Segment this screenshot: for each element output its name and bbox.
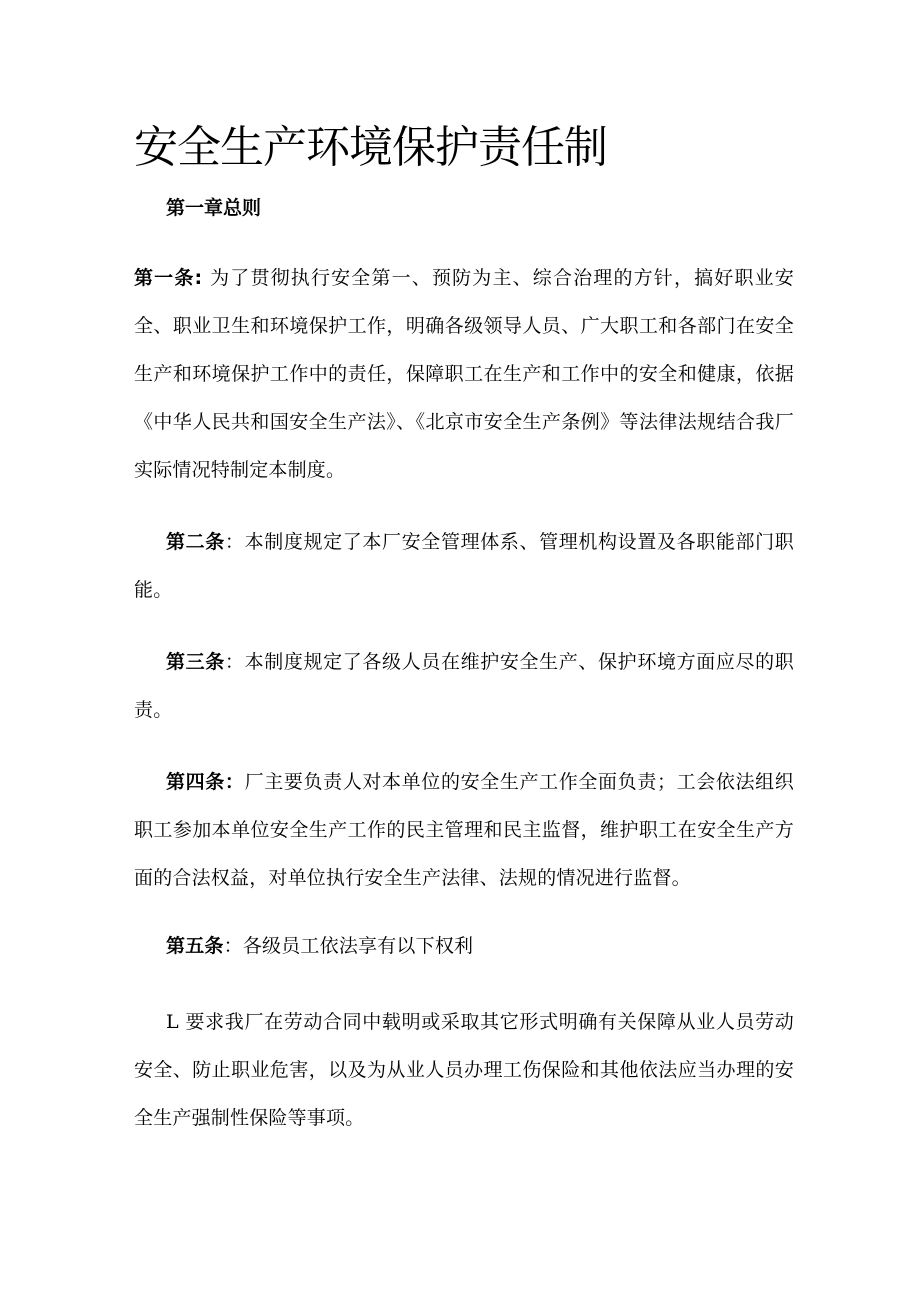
article-separator: ： — [224, 651, 245, 673]
article-text: 本制度规定了本厂安全管理体系、管理机构设置及各职能部门职能。 — [134, 531, 794, 601]
article-text: 为了贯彻执行安全第一、预防为主、综合治理的方针，搞好职业安全、职业卫生和环境保护工作，明确各级领导人员、广大职工和各部门在安全生产和环境保护工作中的责任，保障职工在生产和工作中的安全和健康，依据《中华人民共和国安全生产法》、《北京市安全生产条例》等法律法规结合我厂实际情况特制定本制度。 — [134, 267, 794, 481]
article-5 — [134, 922, 794, 970]
article-4 — [134, 758, 794, 902]
article-separator: ： — [223, 935, 243, 957]
article-label: 第五条 — [166, 935, 224, 957]
document-title: 安全生产环境保护责任制 — [134, 122, 607, 173]
right-item-1 — [134, 998, 794, 1142]
article-text: 各级员工依法享有以下权利 — [242, 935, 474, 957]
article-label: 第二条 — [166, 531, 225, 553]
item-marker: L — [166, 1011, 179, 1033]
article-label: 第四条 — [166, 771, 225, 793]
article-separator: : — [194, 267, 211, 289]
article-text: 厂主要负责人对本单位的安全生产工作全面负责；工会依法组织职工参加本单位安全生产工作的民主管理和民主监督，维护职工在安全生产方面的合法权益，对单位执行安全生产法律、法规的情况进行监督。 — [134, 771, 794, 889]
article-separator: ： — [224, 531, 245, 553]
article-label: 第三条 — [166, 651, 225, 673]
article-1 — [134, 254, 794, 494]
article-2 — [134, 518, 794, 614]
article-label: 第一条 — [134, 267, 195, 289]
chapter-heading: 第一章总则 — [166, 197, 262, 219]
item-text: 要求我厂在劳动合同中载明或采取其它形式明确有关保障从业人员劳动安全、防止职业危害，以及为从业人员办理工伤保险和其他依法应当办理的安全生产强制性保险等事项。 — [134, 1011, 794, 1129]
article-separator: ： — [224, 771, 245, 793]
article-text: 本制度规定了各级人员在维护安全生产、保护环境方面应尽的职责。 — [134, 651, 794, 721]
article-3 — [134, 638, 794, 734]
